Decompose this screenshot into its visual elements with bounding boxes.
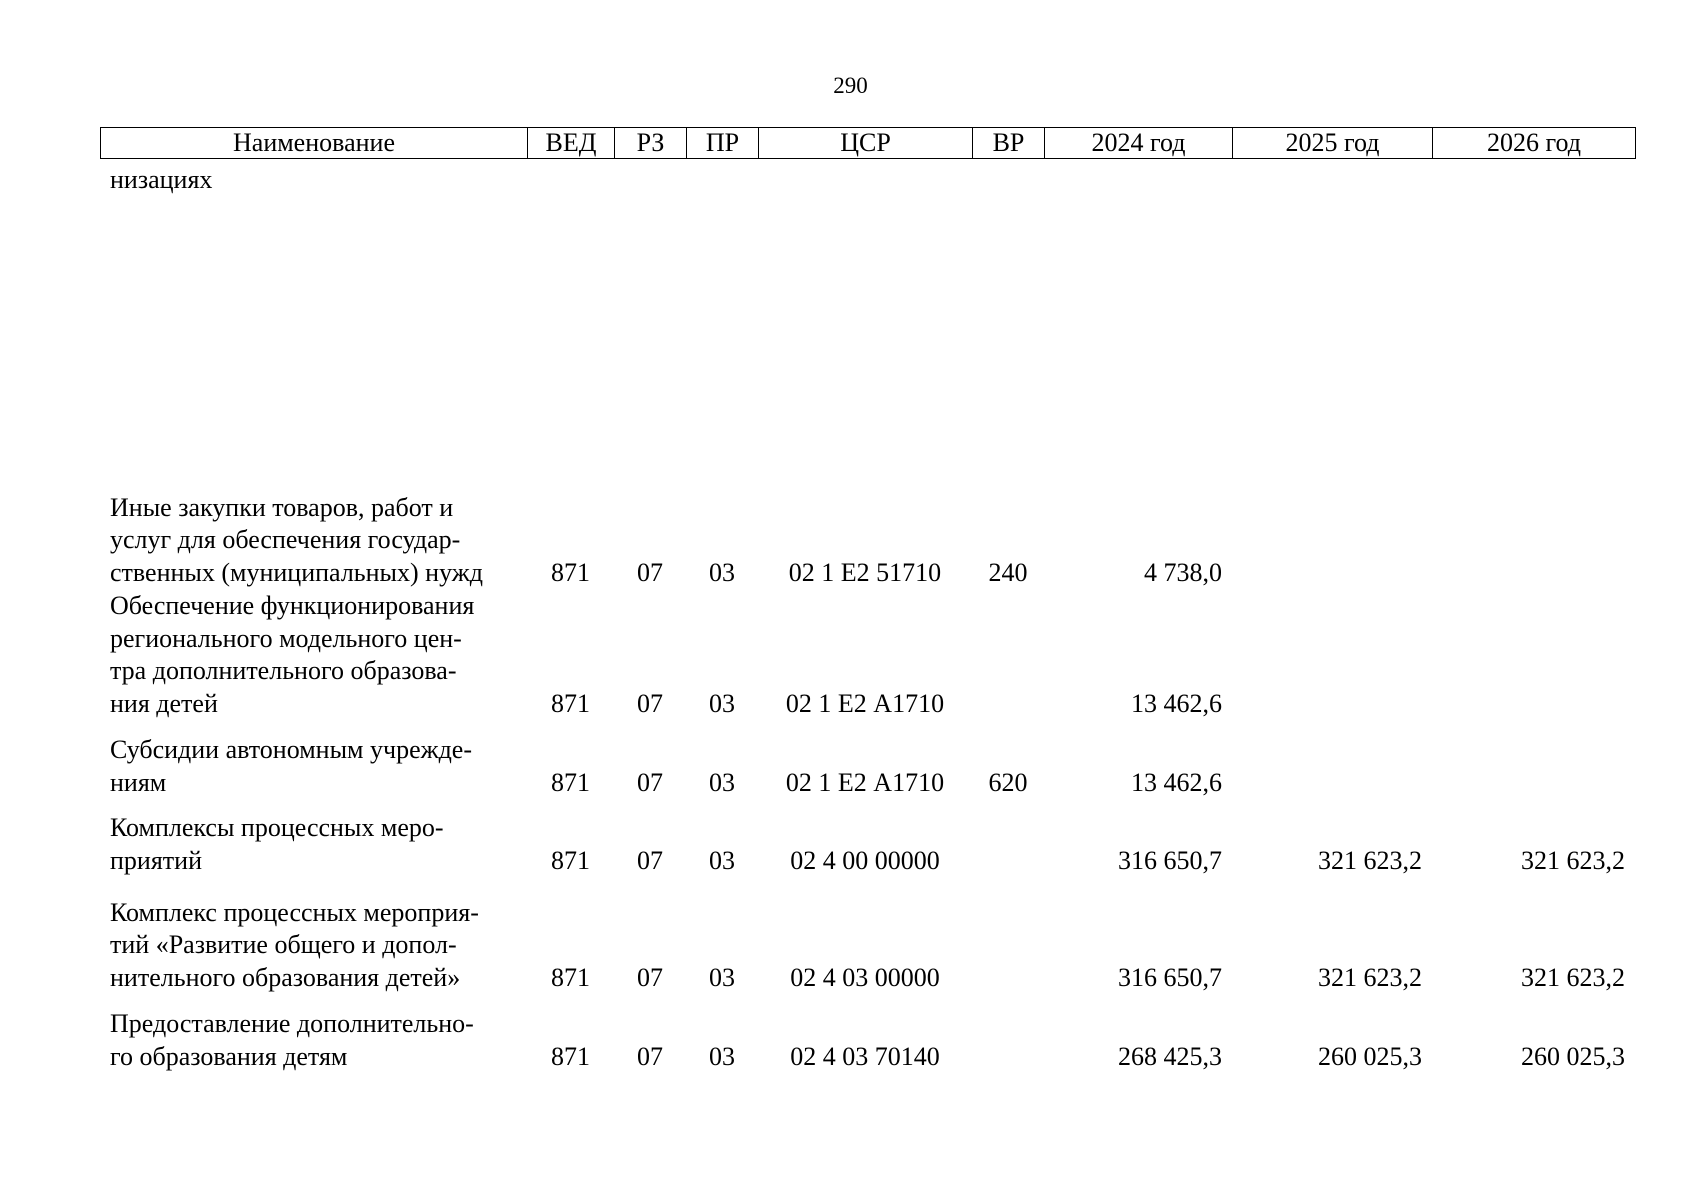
row-name: [110, 492, 525, 590]
row-csr: 02 1 Е2 А1710: [785, 688, 945, 718]
row-pr: 03: [709, 962, 735, 992]
row-ved: 871: [551, 688, 590, 718]
header-ved: ВЕД: [528, 128, 615, 159]
row-pr: 03: [709, 688, 735, 718]
row-name: [110, 734, 525, 799]
row-csr: 02 1 Е2 51710: [788, 557, 942, 587]
row-rz: 07: [637, 845, 663, 875]
row-name: [110, 590, 525, 720]
table-row: [100, 733, 1635, 799]
header-2025: 2025 год: [1233, 128, 1433, 159]
row-vr: 620: [988, 767, 1028, 797]
row-rz: 07: [637, 767, 663, 797]
row-ved: 871: [551, 845, 590, 875]
row-2024: 316 650,7: [1118, 962, 1222, 992]
table-row: [100, 1007, 1635, 1073]
row-2026: 260 025,3: [1521, 1041, 1625, 1071]
header-pr: ПР: [687, 128, 759, 159]
row-rz: 07: [637, 688, 663, 718]
header-2024: 2024 год: [1045, 128, 1233, 159]
row-rz: 07: [637, 557, 663, 587]
table-header: [100, 127, 1636, 159]
row-2025: 321 623,2: [1318, 845, 1422, 875]
name-line: Иные закупки товаров, работ и: [110, 492, 454, 522]
header-vr: ВР: [973, 128, 1045, 159]
row-pr: 03: [709, 557, 735, 587]
row-csr: 02 4 03 70140: [790, 1041, 940, 1071]
row-ved: 871: [551, 557, 590, 587]
row-name: [110, 812, 525, 877]
row-pr: 03: [709, 1041, 735, 1071]
row-csr: 02 4 03 00000: [790, 962, 940, 992]
row-2024: 4 738,0: [1144, 557, 1222, 587]
name-line: Обеспечение функционирования: [110, 591, 475, 620]
row-2024: 13 462,6: [1131, 767, 1222, 797]
row-2024: 13 462,6: [1131, 688, 1222, 718]
name-line: тра дополнительного образова-: [110, 656, 457, 685]
row-rz: 07: [637, 962, 663, 992]
name-line: ственных (муниципальных) нужд: [110, 557, 483, 587]
row-vr: 240: [988, 557, 1028, 587]
name-line: услуг для обеспечения государ-: [110, 525, 461, 554]
header-name: Наименование: [101, 128, 528, 159]
header-csr: ЦСР: [759, 128, 973, 159]
name-line: Комплексы процессных меро-: [110, 813, 444, 842]
row-2025: 260 025,3: [1318, 1041, 1422, 1071]
name-line: го образования детям: [110, 1041, 348, 1071]
page-number: 290: [833, 73, 868, 98]
row-name: [110, 897, 525, 995]
name-line: ниям: [110, 767, 167, 797]
name-line: регионального модельного цен-: [110, 623, 462, 653]
row-pr: 03: [709, 845, 735, 875]
row-2024: 268 425,3: [1118, 1041, 1222, 1071]
name-line: низациях: [110, 164, 213, 194]
name-line: тий «Развитие общего и допол-: [110, 930, 457, 959]
row-csr: 02 4 00 00000: [790, 845, 940, 875]
name-line: ния детей: [110, 688, 218, 718]
row-2026: 321 623,2: [1521, 845, 1625, 875]
row-csr: 02 1 Е2 А1710: [785, 767, 945, 797]
table-row: [100, 589, 1635, 720]
row-2024: 316 650,7: [1118, 845, 1222, 875]
name-line: Комплекс процессных мероприя-: [110, 897, 479, 927]
table-row: [100, 491, 1635, 589]
row-rz: 07: [637, 1041, 663, 1071]
header-rz: РЗ: [615, 128, 687, 159]
row-ved: 871: [551, 1041, 590, 1071]
name-line: нительного образования детей»: [110, 962, 461, 992]
table-row: [100, 811, 1635, 877]
table-row: [100, 163, 1635, 196]
row-name: [110, 164, 525, 197]
row-2025: 321 623,2: [1318, 962, 1422, 992]
table-row: [100, 896, 1635, 994]
row-ved: 871: [551, 767, 590, 797]
row-pr: 03: [709, 767, 735, 797]
header-2026: 2026 год: [1433, 128, 1636, 159]
row-name: [110, 1008, 525, 1073]
name-line: приятий: [110, 845, 202, 875]
row-2026: 321 623,2: [1521, 962, 1625, 992]
name-line: Субсидии автономным учрежде-: [110, 735, 472, 764]
name-line: Предоставление дополнительно-: [110, 1009, 474, 1038]
row-ved: 871: [551, 962, 590, 992]
